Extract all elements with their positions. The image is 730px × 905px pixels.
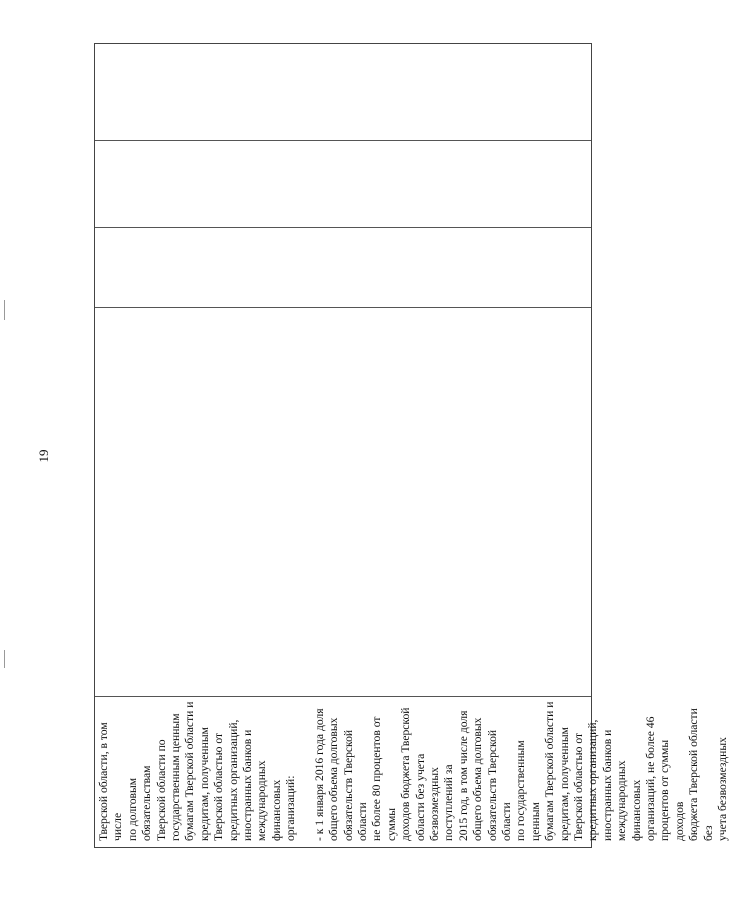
text-line: процентов от суммы доходов: [658, 739, 686, 841]
text-line: по государственным ценным: [514, 740, 542, 841]
text-line: 2015 год, в том числе доля: [456, 710, 470, 841]
text-line: международных финансовых: [255, 760, 283, 841]
text-line: учета безвозмездных: [716, 737, 730, 841]
text-line: Тверской областью от: [572, 732, 585, 841]
text-line: государственным ценным: [169, 713, 183, 841]
table-cell-empty: [95, 42, 591, 141]
text-line: бумагам Тверской области и: [183, 701, 197, 841]
text-line: доходов бюджета Тверской: [399, 707, 413, 841]
text-line: кредитам, полученным: [557, 727, 571, 841]
text-line: по долговым обязательствам: [125, 765, 154, 841]
text-line: - к 1 января 2016 года доля: [312, 708, 326, 841]
paragraph-1: [97, 701, 299, 841]
text-line: безвозмездных поступлений за: [427, 764, 456, 841]
paragraph-2: [313, 701, 730, 841]
text-line: Тверской областью от: [212, 732, 226, 841]
scan-edge-mark: [4, 650, 5, 668]
text-line: кредитам, полученным: [197, 727, 211, 841]
table-cell-text-column: [95, 697, 730, 847]
text-line: общего объема долговых: [327, 717, 341, 841]
text-line: международных финансовых: [615, 760, 643, 841]
text-line: обязательств Тверской области: [485, 729, 513, 841]
text-line: кредитных организаций,: [586, 719, 600, 841]
text-line: обязательств Тверской области: [341, 729, 369, 841]
text-line: организаций, не более 46: [644, 716, 658, 841]
scan-edge-mark: [4, 300, 5, 320]
text-line: бумагам Тверской области и: [543, 701, 557, 841]
rotated-table: [94, 43, 730, 848]
text-line: области без учета: [413, 753, 427, 841]
text-line: общего объема долговых: [471, 717, 485, 841]
text-line: организаций:: [284, 775, 298, 841]
text-line: иностранных банков и: [600, 729, 614, 841]
cell-text: [97, 701, 730, 841]
text-line: Тверской области по: [154, 739, 168, 841]
text-line: кредитных организаций,: [226, 719, 240, 841]
table-cell-empty: [95, 228, 591, 308]
page-number: 19: [36, 449, 51, 463]
paragraph-gap: [299, 701, 313, 841]
table-cell-empty: [95, 308, 591, 697]
text-line: Тверской области, в том числе: [97, 722, 125, 841]
table-cell-empty: [95, 141, 591, 228]
text-line: не более 80 процентов от суммы: [370, 716, 398, 841]
text-line: иностранных банков и: [241, 729, 255, 841]
text-line: бюджета Тверской области без: [687, 708, 715, 841]
